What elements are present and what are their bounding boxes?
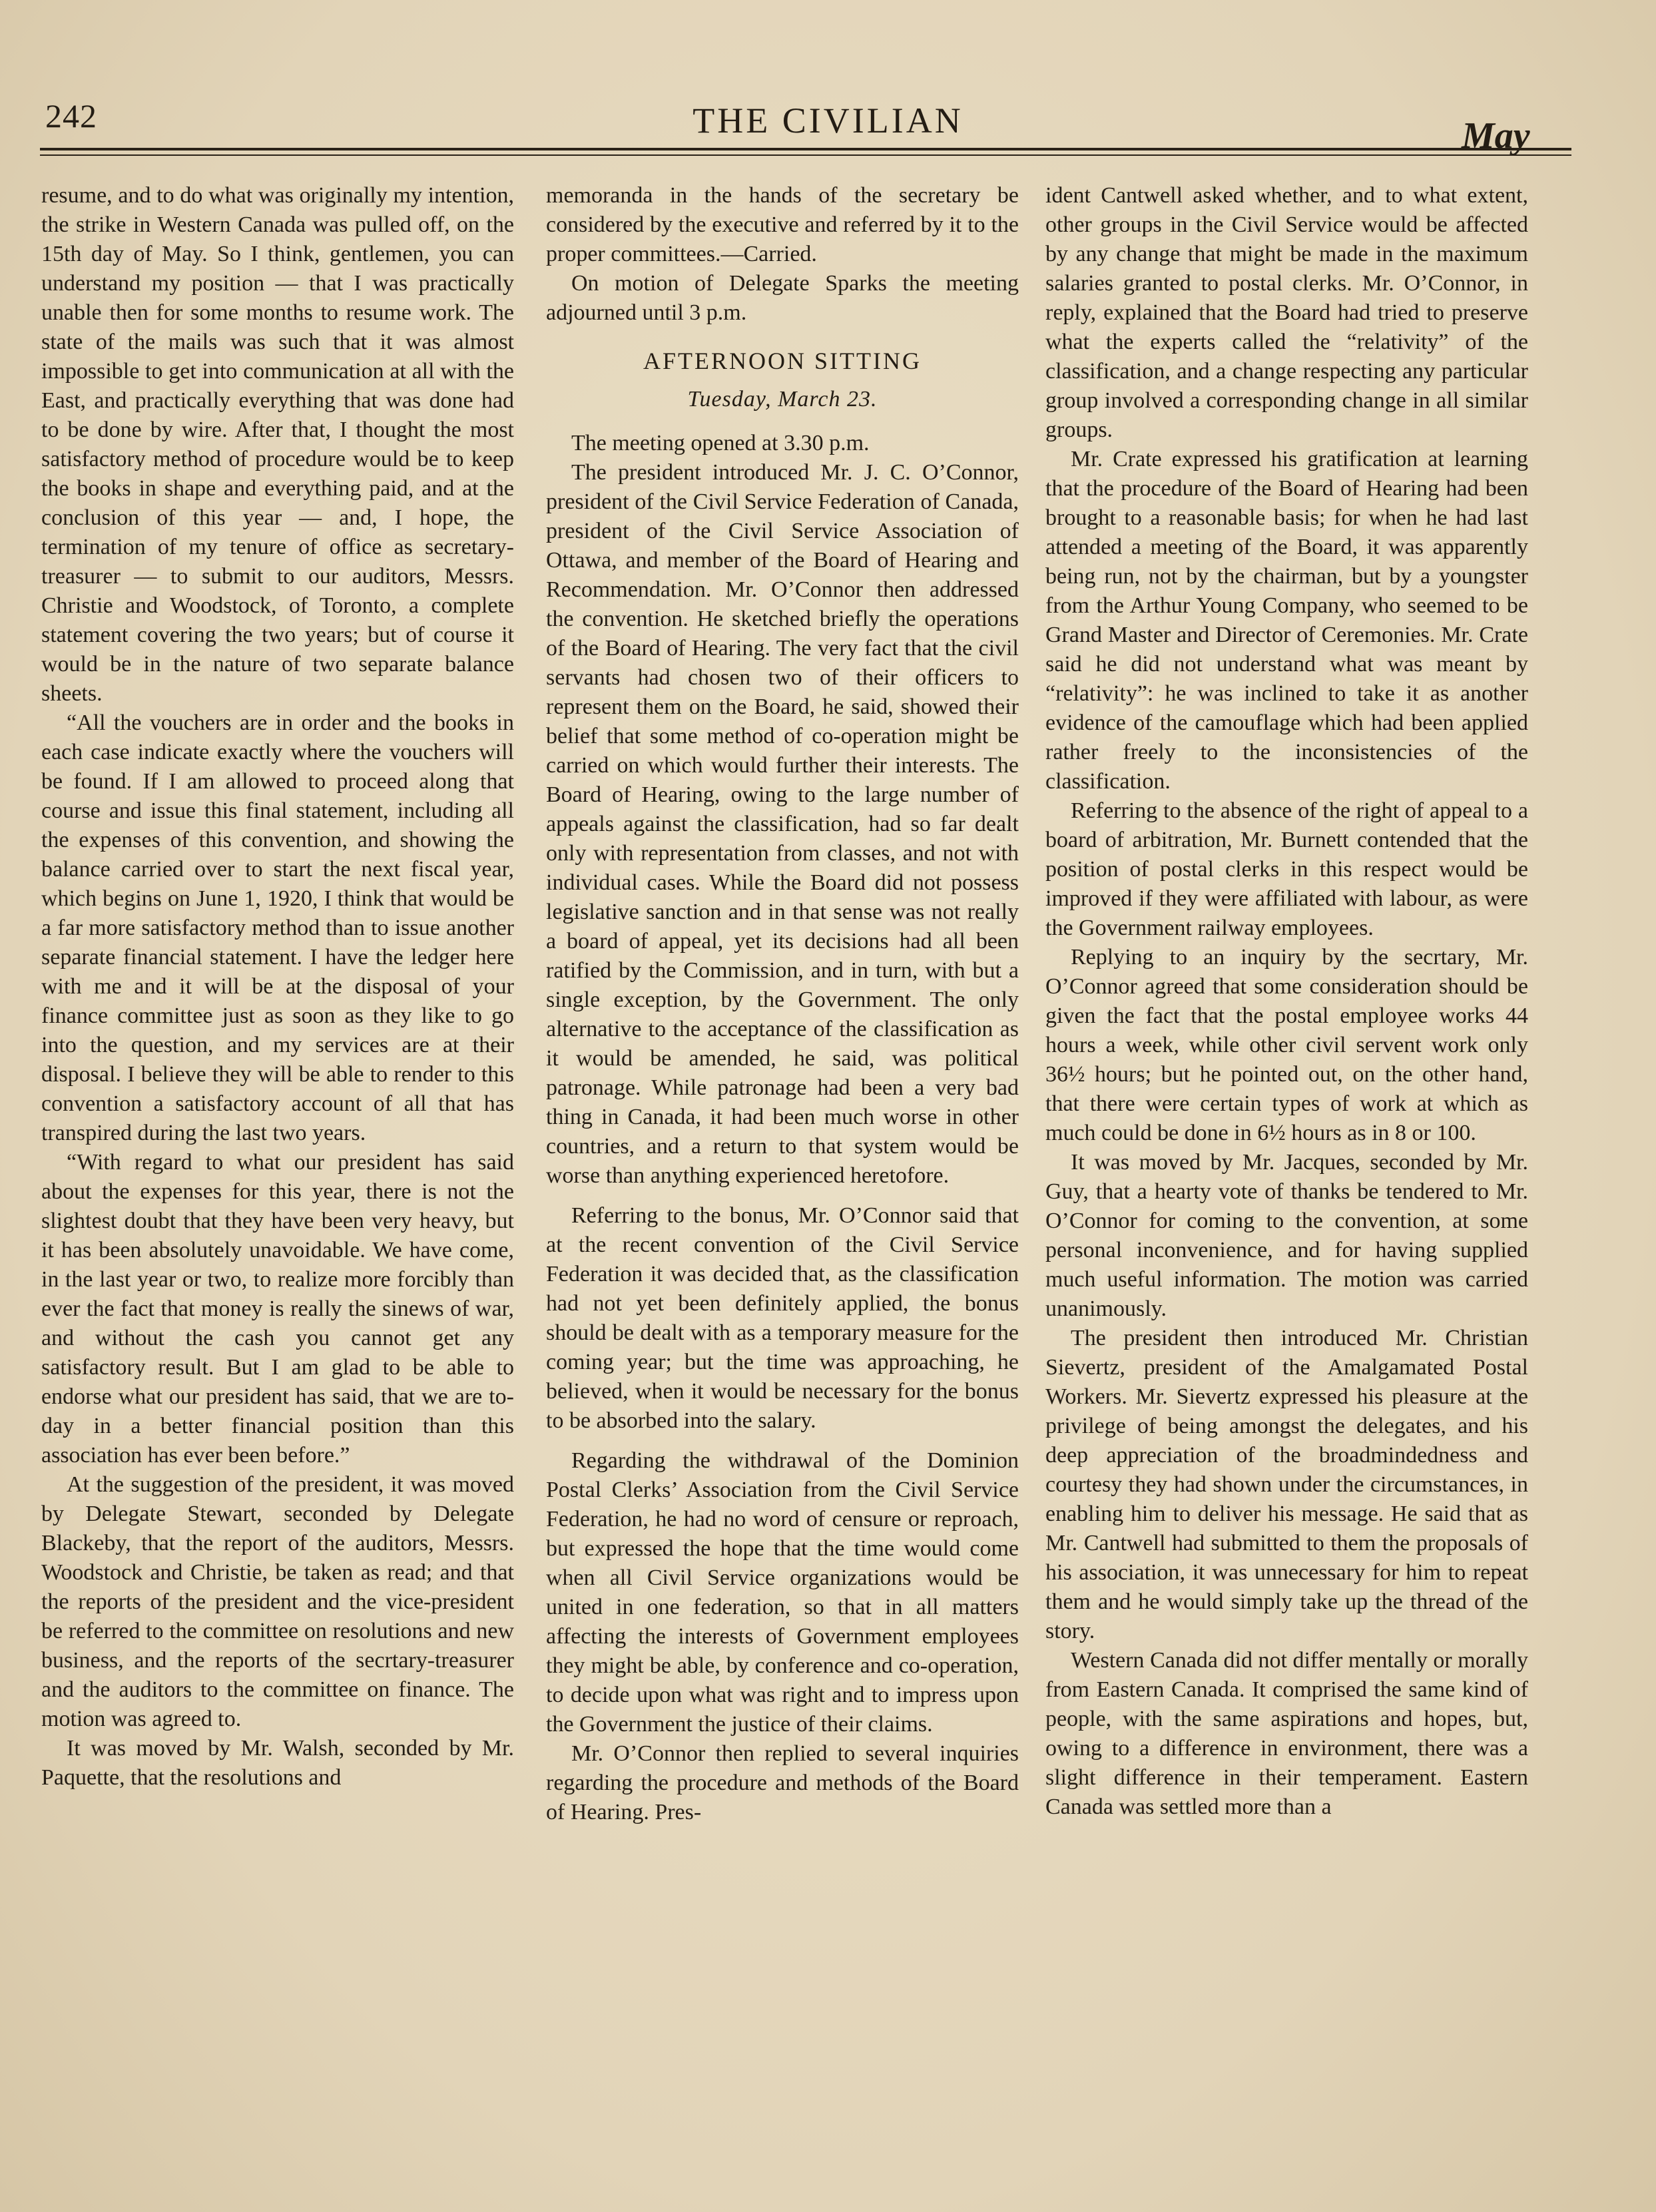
section-heading: AFTERNOON SITTING bbox=[643, 348, 922, 374]
paragraph: memoranda in the hands of the secretary be considered by the executive and referred by it to the proper committees.—Carried. bbox=[546, 183, 1019, 266]
paragraph: The meeting opened at 3.30 p.m. bbox=[571, 431, 870, 455]
page-number: 242 bbox=[45, 97, 97, 135]
paragraph: resume, and to do what was originally my intention, the strike in Western Canada was pulled off, on the 15th day of May. So I think, gentlemen, you can understand my position — that I was practically unable then for some months to resume work. The state of the mails was such that it was almost impossible to get into communication at all with the East, and practically everything that was done had to be done by wire. After that, I thought the most satisfactory method of procedure would be to keep the books in shape and everything paid, and at the conclusion of this year — and, I hope, the termination of my tenure of office as secretary-treasurer — to submit to our auditors, Messrs. Christie and Woodstock, of Toronto, a complete statement covering the two years; but of course it would be in the nature of two separate balance sheets. bbox=[41, 183, 514, 706]
issue-month: May bbox=[1462, 115, 1530, 156]
paragraph: Referring to the bonus, Mr. O’Connor said that at the recent convention of the Civil Service Federation it was decided that, as the classification had not yet been definitely applied, the bonus should be dealt with as a temporary measure for the coming year; but the time was approaching, he believed, when it would be necessary for the bonus to be absorbed into the salary. bbox=[546, 1203, 1019, 1433]
text-column-3 bbox=[1045, 181, 1528, 2165]
header-rule-thin bbox=[40, 154, 1571, 156]
paragraph: Regarding the withdrawal of the Dominion Postal Clerks’ Association from the Civil Service Federation, he had no word of censure or reproach, but expressed the hope that the time would come when all Civil Service organizations would be united in one federation, so that in all matters affecting the interests of Government employees they might be able, by conference and co-operation, to decide upon what was right and to impress upon the Government the justice of their claims. bbox=[546, 1448, 1019, 1737]
paragraph: The president introduced Mr. J. C. O’Connor, president of the Civil Service Federation of Canada, president of the Civil Service Association of Ottawa, and member of the Board of Hearing and Recommendation. Mr. O’Connor then addressed the convention. He sketched briefly the operations of the Board of Hearing. The very fact that the civil servants had chosen two of their officers to represent them on the Board, he said, showed their belief that some method of co-operation might be carried on which would further their interests. The Board of Hearing, owing to the large number of appeals against the classification, had so far dealt only with representation from classes, and not with individual cases. While the Board did not possess legislative sanction and in that sense was not really a board of appeal, yet its decisions had all been ratified by the Commission, and in turn, with but a single exception, by the Government. The only alternative to the acceptance of the classification as it would be amended, he said, was political patronage. While patronage had been a very bad thing in Canada, it had been much worse in other countries, and a return to that system would be worse than anything experienced heretofore. bbox=[546, 460, 1019, 1188]
paragraph: Replying to an inquiry by the secrtary, Mr. O’Connor agreed that some consideration should be given the fact that the postal employee works 44 hours a week, while other civil servent work only 36½ hours; but he pointed out, on the other hand, that there were certain types of work at which as much could be done in 6½ hours as in 8 or 100. bbox=[1045, 945, 1528, 1145]
paragraph: “With regard to what our president has said about the expenses for this year, there is not the slightest doubt that they have been very heavy, but it has been absolutely unavoidable. We have come, in the last year or two, to realize more forcibly than ever the fact that money is really the sinews of war, and without the cash you cannot get any satisfactory result. But I am glad to be able to endorse what our president has said, that we are to-day in a better financial position than this association has ever been before.” bbox=[41, 1150, 514, 1468]
paragraph: Mr. Crate expressed his gratification at learning that the procedure of the Board of Hearing had been brought to a reasonable basis; for when he had last attended a meeting of the Board, it was apparently being run, not by the chairman, but by a youngster from the Arthur Young Company, who seemed to be Grand Master and Director of Ceremonies. Mr. Crate said he did not understand what was meant by “relativity”: he was inclined to take it as another evidence of the camouflage which had been applied rather freely to the inconsistencies of the classification. bbox=[1045, 447, 1528, 794]
paragraph: Mr. O’Connor then replied to several inquiries regarding the procedure and methods of the Board of Hearing. Pres- bbox=[546, 1741, 1019, 1824]
paragraph: It was moved by Mr. Jacques, seconded by Mr. Guy, that a hearty vote of thanks be tendered to Mr. O’Connor for coming to the convention, at some personal inconvenience, and for having supplied much useful information. The motion was carried unanimously. bbox=[1045, 1150, 1528, 1321]
text-column-1 bbox=[41, 181, 514, 2165]
paragraph: ident Cantwell asked whether, and to what extent, other groups in the Civil Service would be affected by any change that might be made in the maximum salaries granted to postal clerks. Mr. O’Connor, in reply, explained that the Board had tried to preserve what the experts called the “relativity” of the classification, and a change respecting any particular group involved a corresponding change in all similar groups. bbox=[1045, 183, 1528, 442]
journal-title: THE CIVILIAN bbox=[692, 101, 964, 140]
paragraph: On motion of Delegate Sparks the meeting adjourned until 3 p.m. bbox=[546, 271, 1019, 325]
paragraph: Referring to the absence of the right of appeal to a board of arbitration, Mr. Burnett contended that the position of postal clerks in this respect would be improved if they were affiliated with labour, as were the Government railway employees. bbox=[1045, 798, 1528, 940]
paragraph: It was moved by Mr. Walsh, seconded by Mr. Paquette, that the resolutions and bbox=[41, 1736, 514, 1790]
paragraph: The president then introduced Mr. Christian Sievertz, president of the Amalgamated Postal Workers. Mr. Sievertz expressed his pleasure at the privilege of being amongst the delegates, and his deep appreciation of the broadmindedness and courtesy they had shown under the circumstances, in enabling him to deliver his message. He said that as Mr. Cantwell had submitted to them the proposals of his association, it was unnecessary for him to repeat them and he would simply take up the thread of the story. bbox=[1045, 1326, 1528, 1643]
header-rule bbox=[40, 148, 1571, 150]
text-column-2 bbox=[546, 181, 1019, 2165]
paragraph: Western Canada did not differ mentally or morally from Eastern Canada. It comprised the same kind of people, with the same aspirations and hopes, but, owing to a difference in environment, there was a slight difference in their temperament. Eastern Canada was settled more than a bbox=[1045, 1648, 1528, 1819]
paragraph: At the suggestion of the president, it was moved by Delegate Stewart, seconded by Delegate Blackeby, that the report of the auditors, Messrs. Woodstock and Christie, be taken as read; and that the reports of the president and the vice-president be referred to the committee on resolutions and new business, and the reports of the secrtary-treasurer and the auditors to the committee on finance. The motion was agreed to. bbox=[41, 1472, 514, 1731]
page-header bbox=[0, 0, 1656, 173]
section-date: Tuesday, March 23. bbox=[687, 387, 878, 412]
paragraph: “All the vouchers are in order and the books in each case indicate exactly where the vouchers will be found. If I am allowed to proceed along that course and issue this final statement, including all the expenses of this convention, and showing the balance carried over to start the next fiscal year, which begins on June 1, 1920, I think that would be a far more satisfactory method than to issue another separate financial statement. I have the ledger here with me and it will be at the disposal of your finance committee just as soon as they like to go into the question, and my services are at their disposal. I believe they will be able to render to this convention a satisfactory account of all that has transpired during the last two years. bbox=[41, 710, 514, 1145]
